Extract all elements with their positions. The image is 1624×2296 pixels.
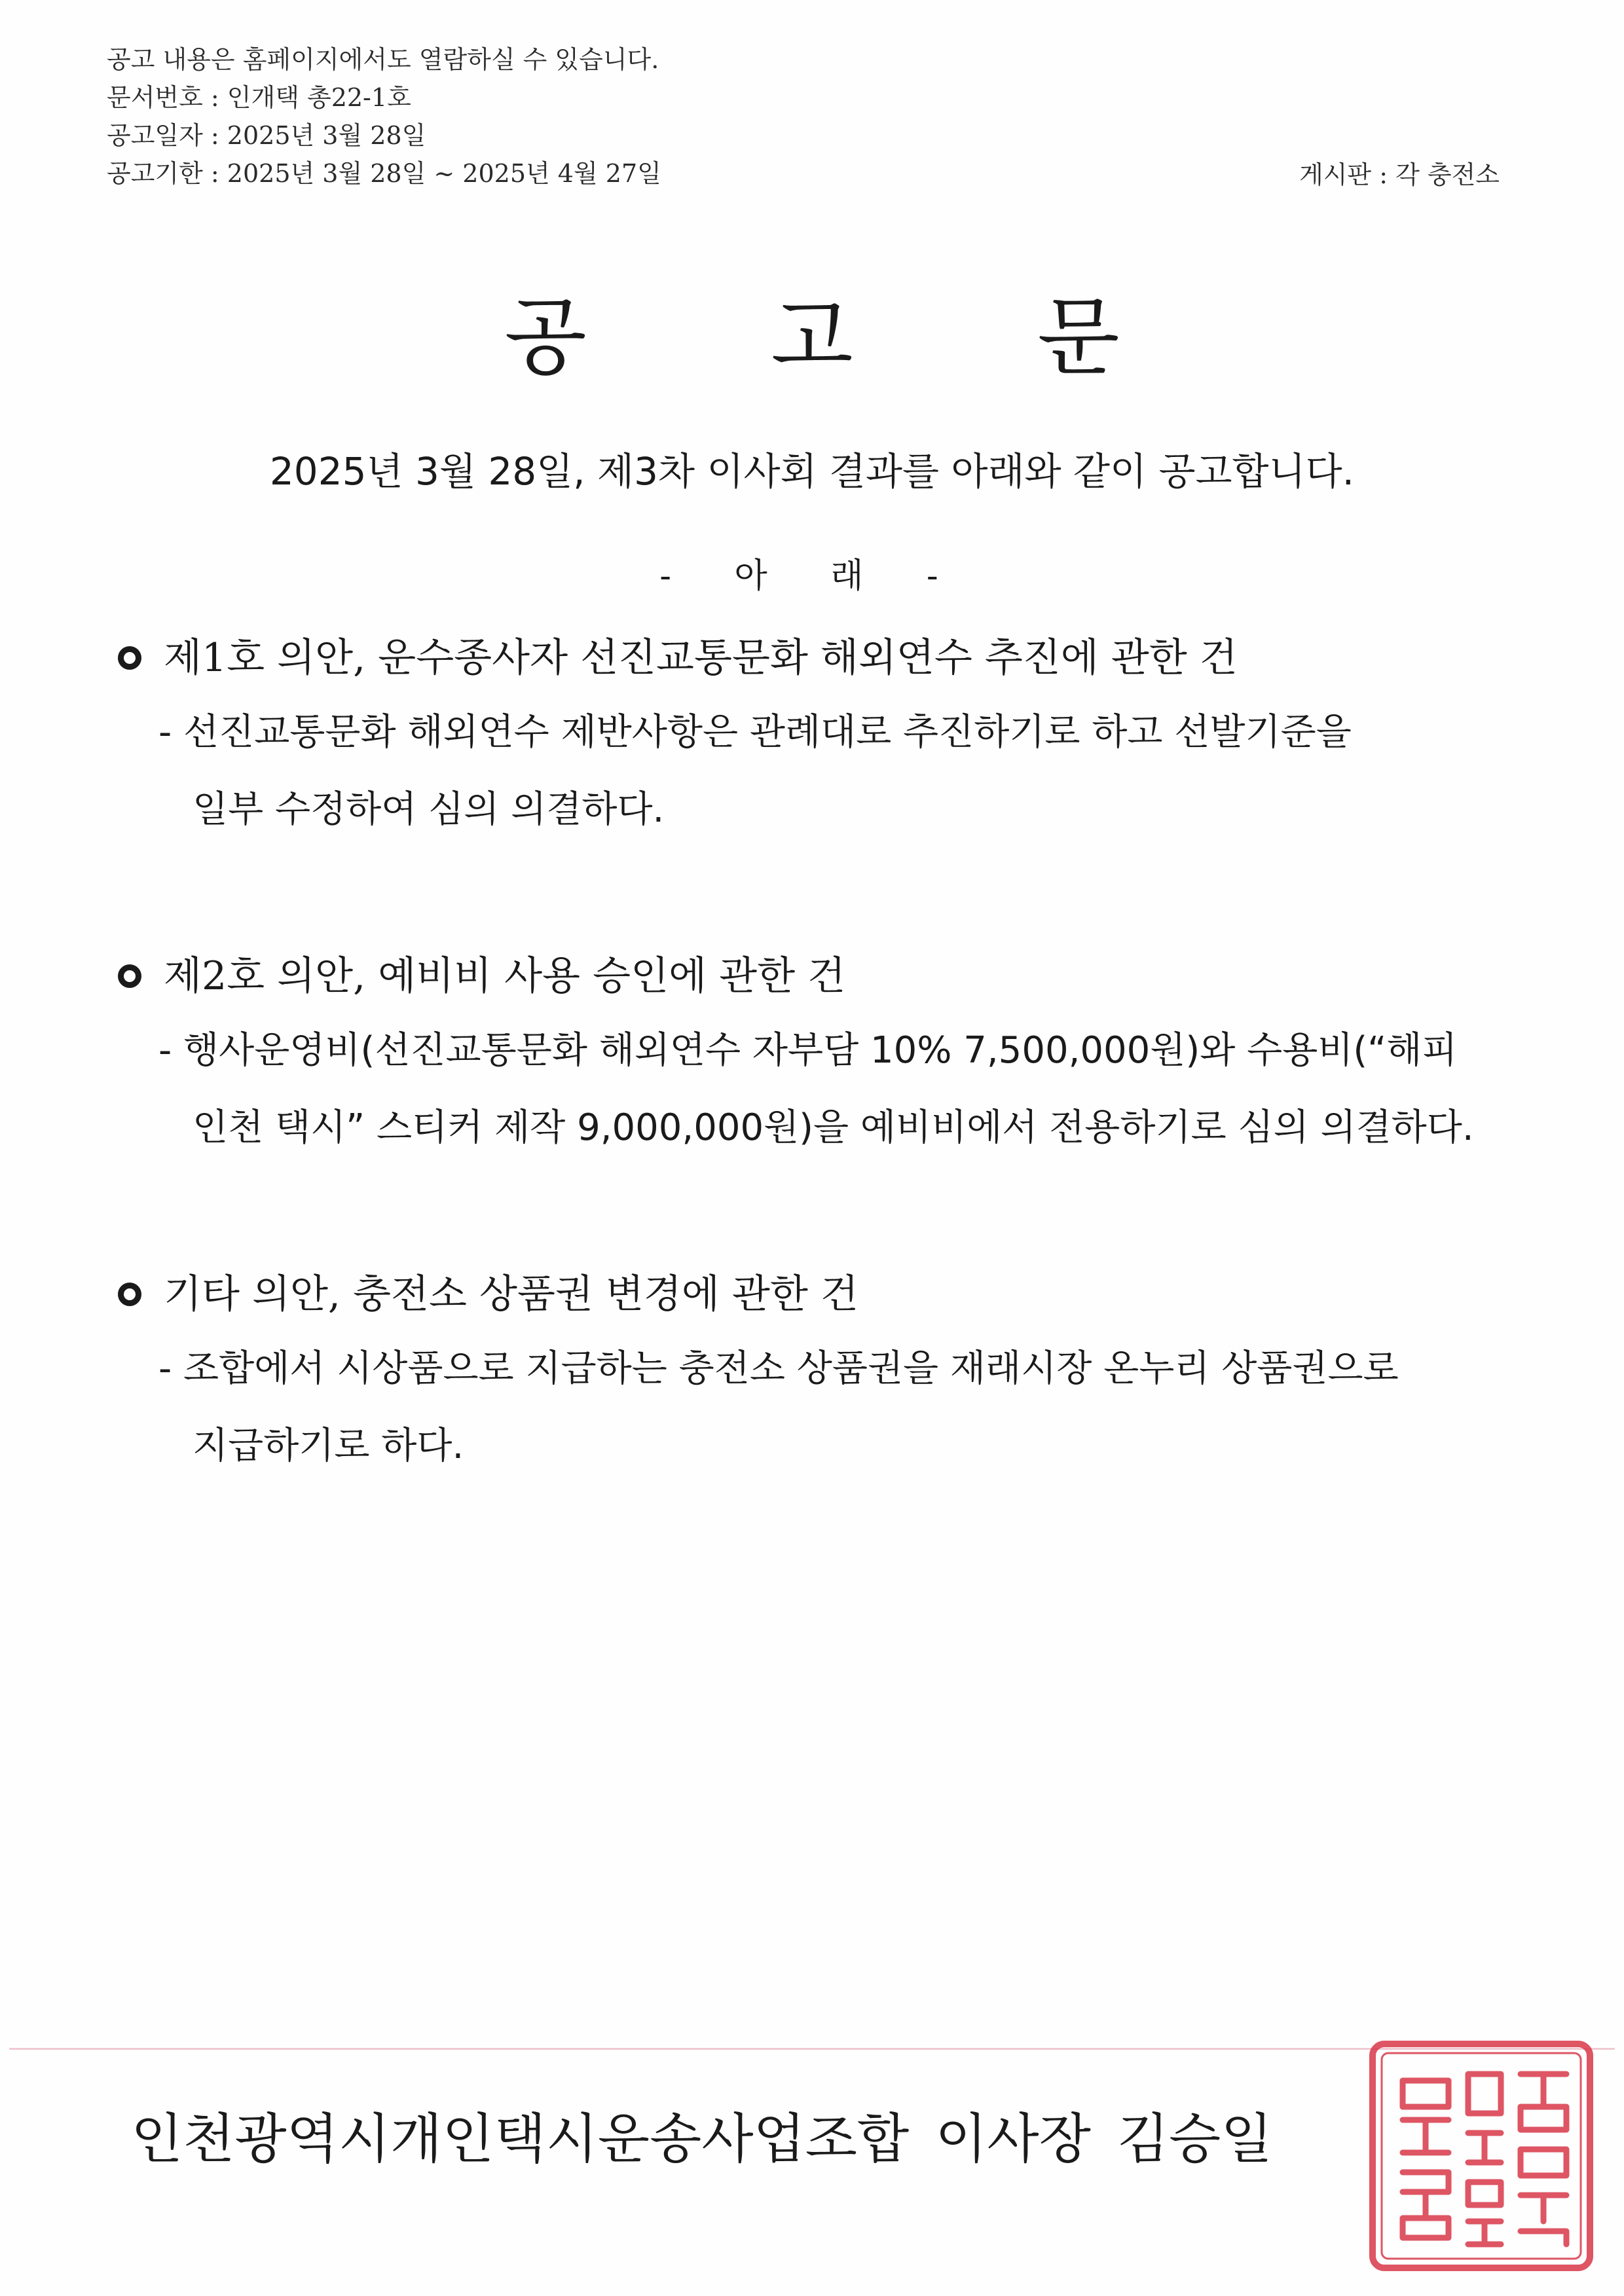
signature-name: 김승일 bbox=[1116, 2108, 1273, 2170]
agenda-item-body-line: - 조합에서 시상품으로 지급하는 충전소 상품권을 재래시장 온누리 상품권으로 bbox=[158, 1347, 1399, 1390]
signature-line bbox=[131, 2100, 1272, 2179]
signature-position: 이사장 bbox=[935, 2108, 1091, 2170]
homepage-notice-line: 공고 내용은 홈페이지에서도 열람하실 수 있습니다. bbox=[107, 45, 659, 74]
agenda-item-heading-row bbox=[118, 940, 1526, 1012]
document-number: 문서번호 : 인개택 총22-1호 bbox=[107, 83, 411, 112]
below-marker: - 아 래 - bbox=[659, 556, 965, 596]
circle-bullet-icon bbox=[118, 1283, 141, 1306]
bulletin-board: 게시판 : 각 충전소 bbox=[1299, 160, 1500, 189]
circle-bullet-icon bbox=[118, 646, 141, 670]
agenda-item-heading: 제2호 의안, 예비비 사용 승인에 관한 건 bbox=[164, 953, 846, 999]
agenda-item-body-line: - 선진교통문화 해외연수 제반사항은 관례대로 추진하기로 하고 선발기준을 bbox=[158, 711, 1352, 754]
agenda-item-heading-row bbox=[118, 622, 1526, 694]
notice-period: 공고기한 : 2025년 3월 28일 ~ 2025년 4월 27일 bbox=[107, 159, 661, 188]
document-title: 공 고 문 bbox=[504, 287, 1198, 387]
agenda-item-body-line: 지급하기로 하다. bbox=[193, 1425, 464, 1467]
agenda-item-body bbox=[158, 694, 1526, 848]
agenda-item-heading-row bbox=[118, 1258, 1526, 1330]
agenda-item-body bbox=[158, 1330, 1526, 1485]
agenda-item bbox=[118, 940, 1526, 1167]
signature-organization: 인천광역시개인택시운송사업조합 bbox=[131, 2108, 910, 2170]
agenda-item-body-line: 인천 택시” 스티커 제작 9,000,000원)을 예비비에서 전용하기로 심의 의결하다. bbox=[193, 1106, 1474, 1149]
document-meta bbox=[107, 41, 661, 192]
agenda-item-body-line: - 행사운영비(선진교통문화 해외연수 자부담 10% 7,500,000원)와 수용비(“해피 bbox=[158, 1029, 1458, 1072]
agenda-item-heading: 제1호 의안, 운수종사자 선진교통문화 해외연수 추진에 관한 건 bbox=[164, 635, 1238, 681]
circle-bullet-icon bbox=[118, 964, 141, 988]
agenda-item bbox=[118, 1258, 1526, 1485]
intro-sentence: 2025년 3월 28일, 제3차 이사회 결과를 아래와 같이 공고합니다. bbox=[269, 449, 1355, 494]
agenda-items bbox=[118, 622, 1526, 1576]
agenda-item-heading: 기타 의안, 충전소 상품권 변경에 관한 건 bbox=[164, 1271, 858, 1317]
notice-date: 공고일자 : 2025년 3월 28일 bbox=[107, 121, 426, 150]
agenda-item-body bbox=[158, 1012, 1526, 1167]
official-seal-icon bbox=[1363, 2035, 1599, 2277]
agenda-item-body-line: 일부 수정하여 심의 의결하다. bbox=[193, 788, 665, 831]
agenda-item bbox=[118, 622, 1526, 848]
